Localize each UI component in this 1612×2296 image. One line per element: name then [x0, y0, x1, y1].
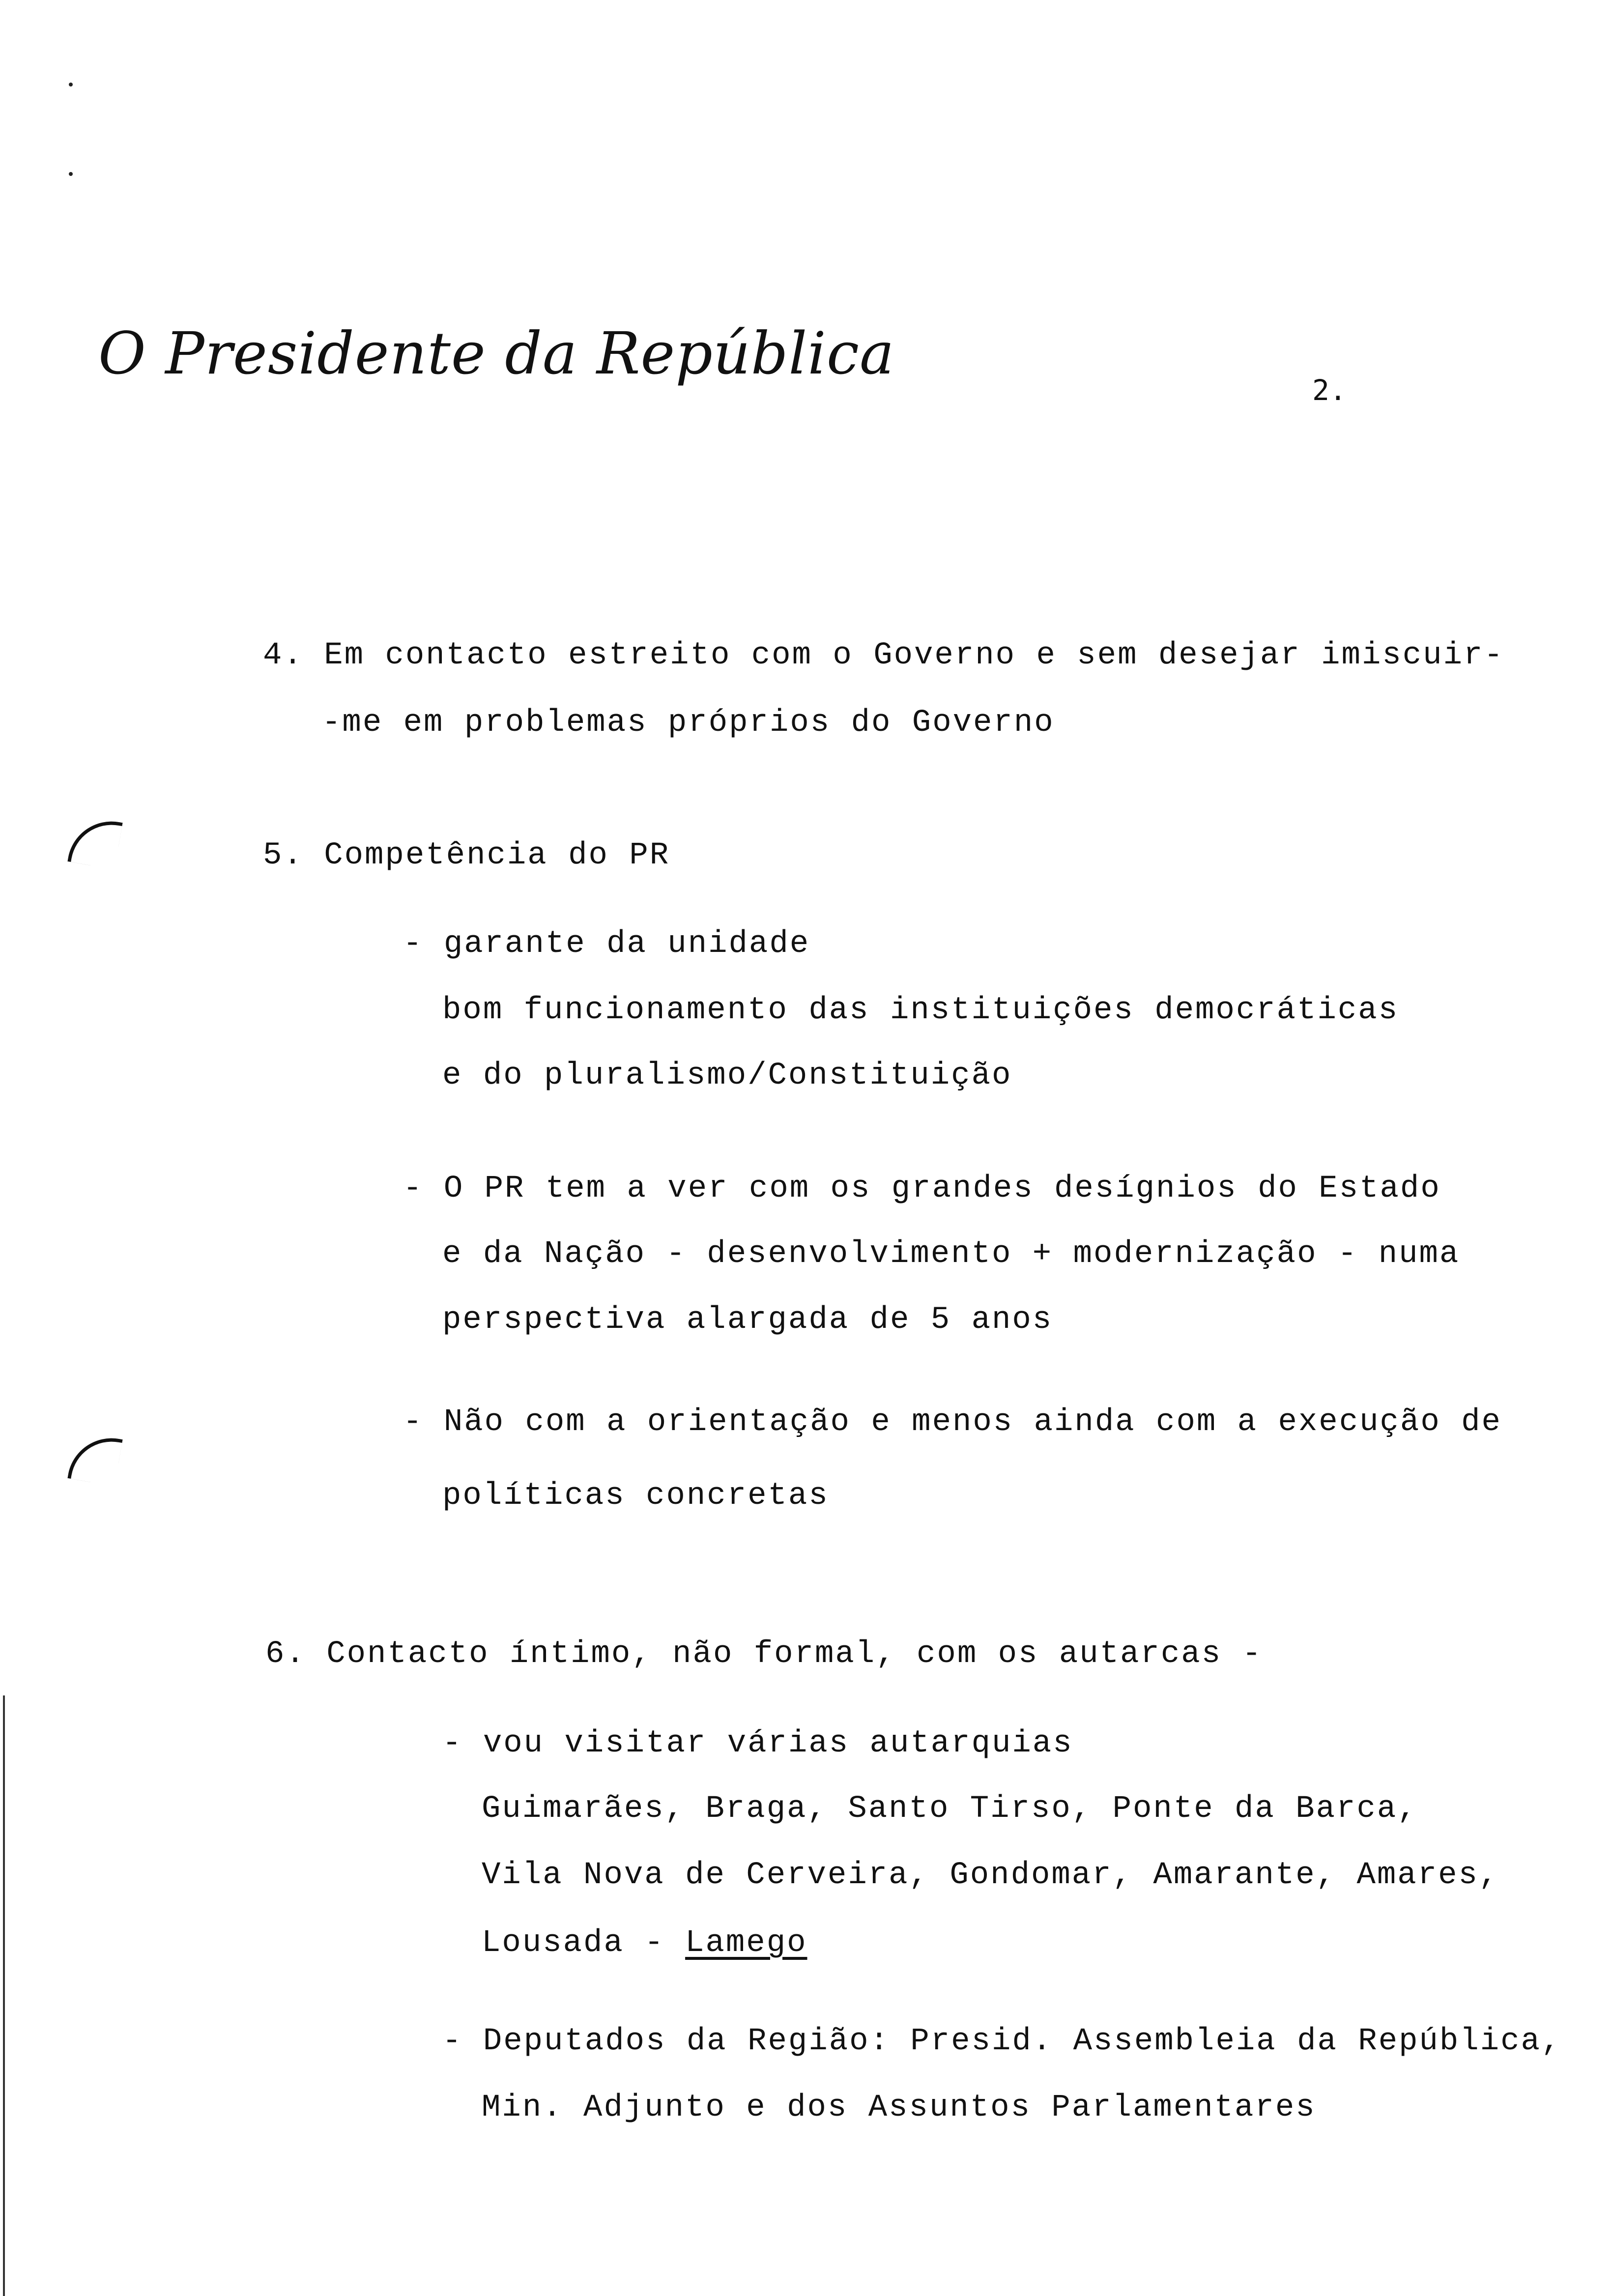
letterhead: O Presidente da República — [98, 319, 895, 387]
item-5-bullet-3-line-1: - Não com a orientação e menos ainda com a execução de — [403, 1405, 1502, 1440]
item-6-bullet-1-line-4-prefix: Lousada - — [482, 1925, 686, 1961]
item-6-bullet-1-line-4 — [482, 1925, 807, 1961]
item-5-bullet-1-line-2: bom funcionamento das instituições democráticas — [442, 993, 1399, 1028]
punch-mark — [69, 172, 73, 176]
item-6-bullet-2-line-1: - Deputados da Região: Presid. Assembleia da República, — [442, 2024, 1562, 2059]
item-5-bullet-2-line-3: perspectiva alargada de 5 anos — [442, 1302, 1053, 1338]
item-4-line-1: 4. Em contacto estreito com o Governo e sem desejar imiscuir- — [263, 638, 1504, 673]
item-6-bullet-1-line-2: Guimarães, Braga, Santo Tirso, Ponte da Barca, — [482, 1791, 1418, 1827]
underlined-city: Lamego — [685, 1925, 807, 1961]
punch-mark — [69, 83, 73, 86]
page-number: 2. — [1312, 373, 1347, 407]
margin-mark — [67, 814, 122, 869]
item-5-bullet-1-line-1: - garante da unidade — [403, 926, 810, 962]
item-5-heading: 5. Competência do PR — [263, 838, 670, 873]
item-4-line-2: -me em problemas próprios do Governo — [322, 705, 1055, 741]
item-6-heading: 6. Contacto íntimo, não formal, com os autarcas - — [265, 1636, 1263, 1672]
item-5-bullet-2-line-1: - O PR tem a ver com os grandes desígnios do Estado — [403, 1171, 1441, 1206]
item-6-bullet-2-line-2: Min. Adjunto e dos Assuntos Parlamentares — [482, 2090, 1316, 2125]
item-6-bullet-1-line-1: - vou visitar várias autarquias — [442, 1726, 1073, 1761]
scan-edge-line — [3, 1695, 5, 2296]
item-6-bullet-1-line-3: Vila Nova de Cerveira, Gondomar, Amarante, Amares, — [482, 1858, 1499, 1893]
item-5-bullet-3-line-2: políticas concretas — [442, 1478, 829, 1514]
item-5-bullet-2-line-2: e da Nação - desenvolvimento + modernização - numa — [442, 1236, 1460, 1272]
margin-mark — [67, 1431, 122, 1486]
item-5-bullet-1-line-3: e do pluralismo/Constituição — [442, 1058, 1012, 1093]
